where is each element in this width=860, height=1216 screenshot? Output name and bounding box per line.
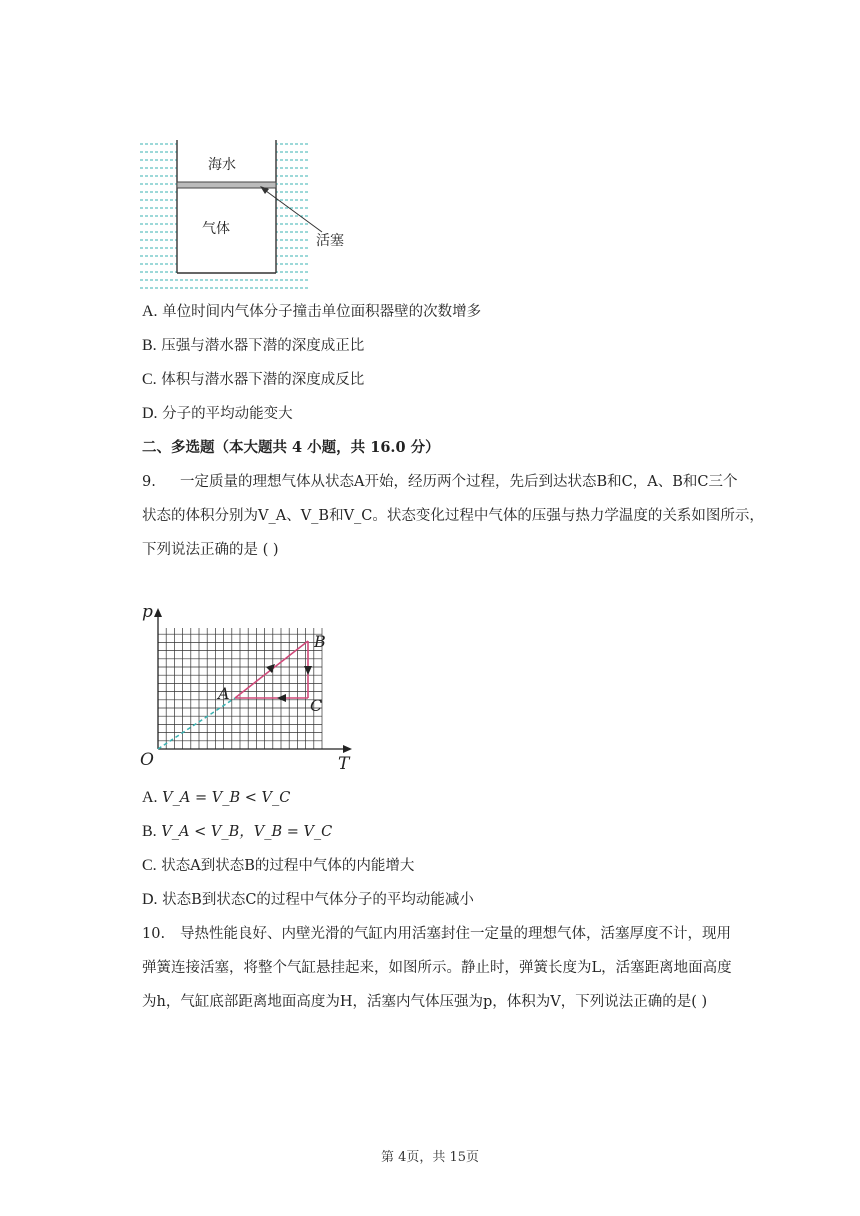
- q9-option-a: A. V_A = V_B < V_C: [142, 789, 291, 806]
- q10-line-1: 10. 导热性能良好、内壁光滑的气缸内用活塞封住一定量的理想气体，活塞厚度不计，现用: [142, 926, 731, 942]
- label-A: A: [218, 684, 230, 703]
- figure-cylinder: [140, 140, 360, 300]
- figure-pT-graph: [138, 600, 368, 778]
- cylinder-diagram: [140, 140, 360, 300]
- label-p: p: [142, 602, 153, 622]
- label-T: T: [338, 754, 350, 774]
- q8-option-d: D. 分子的平均动能变大: [142, 405, 293, 422]
- page-footer: 第 4页，共 15页: [380, 1150, 480, 1165]
- label-gas: 气体: [202, 221, 230, 237]
- q9-line-3: 下列说法正确的是 ( ): [142, 542, 279, 558]
- q10-line-3: 为h，气缸底部距离地面高度为H，活塞内气体压强为p，体积为V，下列说法正确的是( ): [142, 994, 708, 1010]
- arrow-C-A: [277, 694, 286, 702]
- q9-option-d: D. 状态B到状态C的过程中气体分子的平均动能减小: [142, 891, 474, 908]
- pT-diagram: [138, 600, 368, 778]
- label-sea-water: 海水: [208, 157, 236, 173]
- q8-option-a: A. 单位时间内气体分子撞击单位面积器壁的次数增多: [142, 303, 482, 320]
- p-axis-arrow: [154, 608, 162, 617]
- arrow-B-C: [304, 666, 312, 675]
- q9-line-2: 状态的体积分别为V_A、V_B和V_C。状态变化过程中气体的压强与热力学温度的关系如图所示，: [142, 508, 764, 524]
- t-axis-arrow: [343, 745, 352, 753]
- q9-line-1: 9. 一定质量的理想气体从状态A开始，经历两个过程，先后到达状态B和C，A、B和C三个: [142, 474, 738, 490]
- label-piston: 活塞: [316, 233, 344, 249]
- label-C: C: [310, 696, 323, 715]
- section-heading: 二、多选题（本大题共 4 小题，共 16.0 分）: [142, 439, 440, 456]
- q9-option-c: C. 状态A到状态B的过程中气体的内能增大: [142, 857, 415, 874]
- label-B: B: [314, 632, 326, 651]
- q8-option-c: C. 体积与潜水器下潜的深度成反比: [142, 371, 365, 388]
- label-O: O: [140, 750, 154, 770]
- q8-option-b: B. 压强与潜水器下潜的深度成正比: [142, 337, 365, 354]
- q9-option-b: B. V_A < V_B，V_B = V_C: [142, 823, 333, 840]
- q10-line-2: 弹簧连接活塞，将整个气缸悬挂起来，如图所示。静止时，弹簧长度为L，活塞距离地面高度: [142, 960, 732, 976]
